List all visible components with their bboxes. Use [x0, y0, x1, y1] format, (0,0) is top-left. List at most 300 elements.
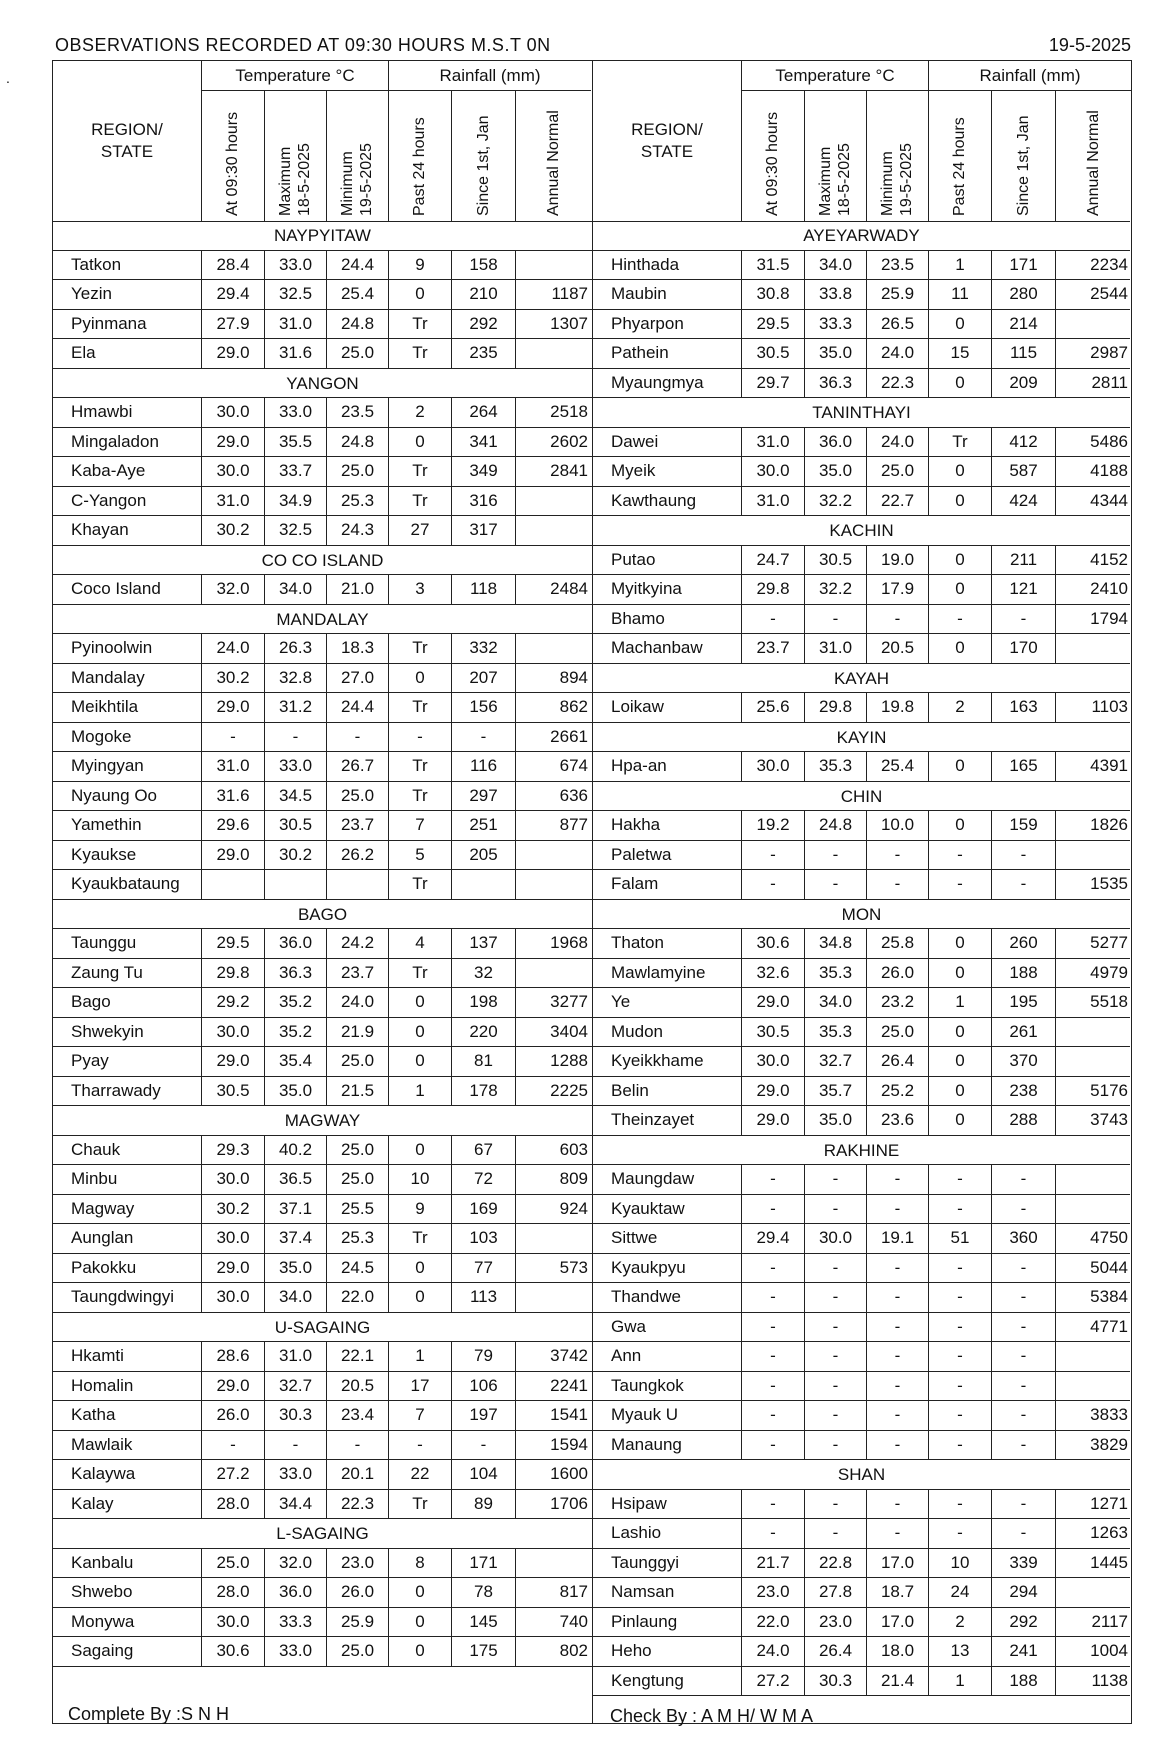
station-name: Tatkon: [71, 254, 122, 274]
cell-mx: 34.0: [264, 575, 326, 604]
cell-mn: [326, 870, 388, 899]
cell-s: 171: [451, 1549, 515, 1578]
cell-mx: -: [804, 1519, 866, 1548]
cell-t: 31.5: [741, 251, 804, 280]
station-name: Kyaukbataung: [71, 874, 180, 894]
station-name: Coco Island: [71, 579, 161, 599]
cell-s: 198: [451, 988, 515, 1017]
cell-t: 30.5: [741, 1018, 804, 1047]
cell-mn: 24.0: [866, 339, 928, 368]
cell-s: 121: [991, 575, 1055, 604]
column-divider: [326, 91, 327, 221]
station-name: Nyaung Oo: [71, 785, 157, 805]
cell-mx: 37.4: [264, 1224, 326, 1253]
cell-s: 195: [991, 988, 1055, 1017]
cell-p: 0: [928, 811, 991, 840]
rainfall-group-header: Rainfall (mm): [928, 61, 1131, 91]
cell-s: 106: [451, 1372, 515, 1401]
cell-s: -: [991, 1195, 1055, 1224]
cell-a: [515, 251, 591, 280]
cell-a: 2518: [515, 398, 591, 427]
cell-a: 3404: [515, 1018, 591, 1047]
cell-mx: 30.0: [804, 1224, 866, 1253]
cell-p: 0: [928, 1077, 991, 1106]
cell-mn: -: [866, 841, 928, 870]
cell-p: -: [928, 870, 991, 899]
region-header: REGION/ STATE: [91, 120, 163, 161]
cell-a: 1263: [1055, 1519, 1131, 1548]
cell-p: 2: [928, 1608, 991, 1637]
cell-mx: 30.5: [264, 811, 326, 840]
table-row: [593, 1195, 1130, 1225]
cell-mx: 35.0: [264, 1254, 326, 1283]
cell-t: 30.5: [741, 339, 804, 368]
cell-t: 29.4: [741, 1224, 804, 1253]
station-name: Lashio: [611, 1523, 662, 1543]
cell-t: 22.0: [741, 1608, 804, 1637]
table-row: [593, 1608, 1130, 1638]
cell-s: 332: [451, 634, 515, 663]
cell-mn: 19.8: [866, 693, 928, 722]
cell-p: 0: [928, 369, 991, 398]
station-name: Kawthaung: [611, 490, 697, 510]
table-row: [53, 487, 592, 517]
cell-mx: 34.5: [264, 782, 326, 811]
cell-p: -: [928, 1401, 991, 1430]
cell-p: 7: [388, 811, 451, 840]
cell-mx: 32.8: [264, 664, 326, 693]
table-row: [593, 310, 1130, 340]
cell-a: 5176: [1055, 1077, 1131, 1106]
cell-t: 24.7: [741, 546, 804, 575]
cell-mx: 35.0: [804, 457, 866, 486]
cell-p: 17: [388, 1372, 451, 1401]
cell-p: 3: [388, 575, 451, 604]
cell-mn: 24.0: [866, 428, 928, 457]
section-heading: YANGON: [53, 369, 592, 399]
cell-t: 30.6: [201, 1637, 264, 1666]
station-name: Mudon: [611, 1021, 663, 1041]
station-name: Myitkyina: [611, 579, 682, 599]
since-jan-header: Since 1st, Jan: [474, 115, 492, 216]
minimum-header: Minimum 19-5-2025: [879, 143, 915, 216]
cell-mn: -: [866, 605, 928, 634]
cell-s: 188: [991, 1667, 1055, 1696]
cell-p: 0: [388, 1637, 451, 1666]
station-name: Sittwe: [611, 1228, 658, 1248]
table-row: [53, 1460, 592, 1490]
cell-p: Tr: [388, 870, 451, 899]
station-name: Kanbalu: [71, 1552, 134, 1572]
table-row: [593, 870, 1130, 900]
table-row: [593, 457, 1130, 487]
cell-t: 29.2: [201, 988, 264, 1017]
cell-mn: 18.7: [866, 1578, 928, 1607]
cell-s: 77: [451, 1254, 515, 1283]
table-row: [593, 1077, 1130, 1107]
section-heading: CO CO ISLAND: [53, 546, 592, 576]
station-name: Meikhtila: [71, 697, 139, 717]
cell-t: 31.0: [741, 487, 804, 516]
table-row: [53, 1165, 592, 1195]
cell-mx: -: [804, 1165, 866, 1194]
cell-mx: 32.2: [804, 575, 866, 604]
cell-mn: 22.1: [326, 1342, 388, 1371]
cell-t: 25.6: [741, 693, 804, 722]
cell-s: -: [991, 1490, 1055, 1519]
cell-mn: 24.3: [326, 516, 388, 545]
table-row: [593, 428, 1130, 458]
cell-t: 25.0: [201, 1549, 264, 1578]
cell-p: Tr: [388, 1224, 451, 1253]
cell-a: [1055, 1018, 1131, 1047]
cell-p: Tr: [388, 1490, 451, 1519]
cell-s: 79: [451, 1342, 515, 1371]
cell-a: [1055, 1165, 1131, 1194]
cell-s: -: [451, 1431, 515, 1460]
cell-mn: -: [866, 1165, 928, 1194]
cell-p: 1: [928, 988, 991, 1017]
column-divider: [804, 91, 805, 221]
cell-a: 1968: [515, 929, 591, 958]
cell-s: 170: [991, 634, 1055, 663]
station-name: Mogoke: [71, 726, 132, 746]
cell-a: 4188: [1055, 457, 1131, 486]
table-row: [593, 1224, 1130, 1254]
cell-a: 2841: [515, 457, 591, 486]
cell-a: 2661: [515, 723, 591, 752]
table-row: [593, 1431, 1130, 1461]
cell-mn: 25.0: [326, 339, 388, 368]
cell-p: -: [928, 1195, 991, 1224]
report-date: 19-5-2025: [1048, 35, 1131, 55]
cell-s: 210: [451, 280, 515, 309]
table-row: [53, 634, 592, 664]
cell-mx: -: [804, 1342, 866, 1371]
cell-mx: 34.8: [804, 929, 866, 958]
station-name: Pyinoolwin: [71, 638, 153, 658]
cell-a: [515, 841, 591, 870]
cell-mx: -: [804, 841, 866, 870]
cell-p: Tr: [388, 487, 451, 516]
table-row: [53, 398, 592, 428]
cell-mn: 25.0: [866, 1018, 928, 1047]
station-name: Tharrawady: [71, 1080, 161, 1100]
cell-mn: 23.2: [866, 988, 928, 1017]
cell-p: 0: [928, 752, 991, 781]
cell-s: 211: [991, 546, 1055, 575]
cell-a: 603: [515, 1136, 591, 1165]
cell-s: 205: [451, 841, 515, 870]
cell-mx: 23.0: [804, 1608, 866, 1637]
cell-a: 4391: [1055, 752, 1131, 781]
cell-mx: 40.2: [264, 1136, 326, 1165]
cell-a: [515, 487, 591, 516]
table-row: [53, 988, 592, 1018]
cell-mx: 35.3: [804, 1018, 866, 1047]
cell-mn: 26.2: [326, 841, 388, 870]
cell-s: 292: [451, 310, 515, 339]
cell-mx: -: [804, 1401, 866, 1430]
cell-t: 31.0: [201, 487, 264, 516]
cell-mx: 36.3: [804, 369, 866, 398]
cell-a: 2987: [1055, 339, 1131, 368]
table-row: [593, 1401, 1130, 1431]
cell-s: 118: [451, 575, 515, 604]
cell-p: Tr: [388, 634, 451, 663]
station-name: Sagaing: [71, 1641, 134, 1661]
cell-a: [1055, 310, 1131, 339]
cell-p: Tr: [388, 339, 451, 368]
cell-p: 0: [388, 1283, 451, 1312]
cell-a: 1288: [515, 1047, 591, 1076]
cell-mx: -: [804, 1283, 866, 1312]
cell-mx: 35.2: [264, 988, 326, 1017]
section-heading: SHAN: [593, 1460, 1130, 1490]
station-name: C-Yangon: [71, 490, 147, 510]
table-row: [53, 1283, 592, 1313]
cell-s: 159: [991, 811, 1055, 840]
cell-p: 27: [388, 516, 451, 545]
station-name: Falam: [611, 874, 659, 894]
cell-a: [515, 634, 591, 663]
cell-mx: 34.9: [264, 487, 326, 516]
cell-t: -: [741, 1372, 804, 1401]
table-row: [593, 841, 1130, 871]
cell-mx: 34.0: [264, 1283, 326, 1312]
table-row: [593, 1165, 1130, 1195]
cell-a: 2484: [515, 575, 591, 604]
cell-t: 19.2: [741, 811, 804, 840]
station-name: Mingaladon: [71, 431, 159, 451]
cell-t: 28.0: [201, 1490, 264, 1519]
section-heading: L-SAGAING: [53, 1519, 592, 1549]
cell-a: 2410: [1055, 575, 1131, 604]
cell-t: 30.2: [201, 516, 264, 545]
cell-a: 2602: [515, 428, 591, 457]
cell-t: 29.6: [201, 811, 264, 840]
table-row: [593, 605, 1130, 635]
cell-p: 10: [928, 1549, 991, 1578]
cell-p: 1: [388, 1342, 451, 1371]
cell-p: 51: [928, 1224, 991, 1253]
cell-mx: 26.4: [804, 1637, 866, 1666]
table-row: [593, 369, 1130, 399]
cell-mn: 22.0: [326, 1283, 388, 1312]
cell-a: 4750: [1055, 1224, 1131, 1253]
cell-s: 113: [451, 1283, 515, 1312]
region-header: REGION/ STATE: [631, 120, 703, 161]
cell-s: 158: [451, 251, 515, 280]
cell-mn: 24.4: [326, 251, 388, 280]
station-name: Ye: [611, 992, 631, 1012]
table-row: [53, 664, 592, 694]
cell-mx: 35.5: [264, 428, 326, 457]
station-name: Aunglan: [71, 1228, 134, 1248]
station-name: Hkamti: [71, 1346, 124, 1366]
table-row: [593, 693, 1130, 723]
cell-p: 9: [388, 251, 451, 280]
cell-t: -: [201, 1431, 264, 1460]
cell-a: 636: [515, 782, 591, 811]
cell-a: 5384: [1055, 1283, 1131, 1312]
table-row: [593, 1313, 1130, 1343]
column-divider: [991, 91, 992, 221]
cell-s: 169: [451, 1195, 515, 1224]
cell-mx: 30.3: [264, 1401, 326, 1430]
table-row: [53, 1401, 592, 1431]
cell-p: 8: [388, 1549, 451, 1578]
cell-t: 27.2: [201, 1460, 264, 1489]
cell-s: 209: [991, 369, 1055, 398]
cell-s: 163: [991, 693, 1055, 722]
cell-p: -: [928, 1254, 991, 1283]
station-name: Taungkok: [611, 1375, 684, 1395]
cell-mx: 34.4: [264, 1490, 326, 1519]
cell-t: 29.3: [201, 1136, 264, 1165]
cell-p: 0: [928, 575, 991, 604]
cell-mx: -: [804, 605, 866, 634]
cell-t: 29.8: [201, 959, 264, 988]
cell-p: 11: [928, 280, 991, 309]
cell-t: 29.0: [201, 1047, 264, 1076]
cell-mx: 35.3: [804, 752, 866, 781]
station-name: Kalaywa: [71, 1464, 136, 1484]
cell-a: [515, 516, 591, 545]
cell-t: 29.0: [201, 841, 264, 870]
cell-mx: 35.0: [264, 1077, 326, 1106]
cell-t: 30.2: [201, 1195, 264, 1224]
cell-mn: 22.7: [866, 487, 928, 516]
cell-mn: 25.0: [326, 1165, 388, 1194]
cell-p: 0: [928, 1106, 991, 1135]
cell-t: 31.0: [741, 428, 804, 457]
cell-mx: 33.8: [804, 280, 866, 309]
cell-t: 30.8: [741, 280, 804, 309]
cell-s: 341: [451, 428, 515, 457]
table-row: [593, 1106, 1130, 1136]
station-name: Mawlamyine: [611, 962, 706, 982]
table-row: [593, 575, 1130, 605]
table-row: [593, 1018, 1130, 1048]
cell-mn: 25.4: [326, 280, 388, 309]
column-divider: [741, 61, 742, 221]
cell-mn: -: [866, 870, 928, 899]
cell-t: -: [741, 841, 804, 870]
station-name: Kyauktaw: [611, 1198, 685, 1218]
table-row: [53, 428, 592, 458]
cell-a: 573: [515, 1254, 591, 1283]
cell-t: 29.0: [741, 1106, 804, 1135]
station-name: Pyay: [71, 1051, 109, 1071]
cell-mx: 33.7: [264, 457, 326, 486]
station-name: Hpa-an: [611, 756, 667, 776]
table-row: [593, 1519, 1130, 1549]
cell-mn: -: [866, 1313, 928, 1342]
cell-a: [1055, 1578, 1131, 1607]
cell-a: 4344: [1055, 487, 1131, 516]
annual-normal-header: Annual Normal: [1084, 110, 1102, 216]
cell-t: 31.0: [201, 752, 264, 781]
table-row: [593, 1549, 1130, 1579]
cell-a: [515, 1549, 591, 1578]
cell-s: -: [991, 1254, 1055, 1283]
cell-s: -: [991, 1372, 1055, 1401]
cell-mx: -: [804, 1431, 866, 1460]
station-name: Chauk: [71, 1139, 121, 1159]
at-0930-header: At 09:30 hours: [224, 111, 241, 216]
cell-mn: 25.0: [326, 1637, 388, 1666]
cell-mx: 26.3: [264, 634, 326, 663]
table-header: [593, 61, 1130, 222]
cell-a: 2811: [1055, 369, 1131, 398]
cell-mn: 25.9: [866, 280, 928, 309]
cell-s: -: [991, 841, 1055, 870]
table-row: [53, 841, 592, 871]
cell-t: -: [741, 1342, 804, 1371]
station-name: Maubin: [611, 284, 667, 304]
section-heading: BAGO: [53, 900, 592, 930]
cell-p: 0: [928, 929, 991, 958]
cell-mn: -: [866, 1254, 928, 1283]
cell-t: 29.0: [741, 988, 804, 1017]
station-name: Loikaw: [611, 697, 664, 717]
cell-p: 2: [388, 398, 451, 427]
cell-p: Tr: [928, 428, 991, 457]
cell-a: [1055, 1047, 1131, 1076]
table-row: [53, 1224, 592, 1254]
cell-mx: 33.0: [264, 251, 326, 280]
cell-a: 674: [515, 752, 591, 781]
cell-s: 251: [451, 811, 515, 840]
past-24-hours-header: Past 24 hours: [411, 117, 428, 216]
cell-mn: -: [866, 1490, 928, 1519]
cell-mn: 21.5: [326, 1077, 388, 1106]
cell-mx: 35.2: [264, 1018, 326, 1047]
cell-mn: 24.8: [326, 310, 388, 339]
table-row: [593, 251, 1130, 281]
cell-a: 5044: [1055, 1254, 1131, 1283]
cell-p: 1: [928, 251, 991, 280]
cell-p: Tr: [388, 782, 451, 811]
cell-a: 2241: [515, 1372, 591, 1401]
cell-p: -: [928, 1342, 991, 1371]
table-row: [53, 1372, 592, 1402]
cell-mx: 29.8: [804, 693, 866, 722]
cell-a: 877: [515, 811, 591, 840]
cell-p: 0: [388, 988, 451, 1017]
cell-t: 30.0: [201, 1608, 264, 1637]
cell-a: [1055, 634, 1131, 663]
cell-t: 30.5: [201, 1077, 264, 1106]
left-panel: [53, 61, 593, 1723]
table-row: [593, 959, 1130, 989]
section-heading: RAKHINE: [593, 1136, 1130, 1166]
cell-mx: 36.3: [264, 959, 326, 988]
cell-mn: 17.0: [866, 1608, 928, 1637]
cell-t: 23.0: [741, 1578, 804, 1607]
cell-mn: 21.0: [326, 575, 388, 604]
station-name: Khayan: [71, 520, 129, 540]
cell-p: -: [928, 1372, 991, 1401]
table-row: [593, 1637, 1130, 1667]
station-name: Ann: [611, 1346, 642, 1366]
station-name: Hsipaw: [611, 1493, 667, 1513]
cell-s: 339: [991, 1549, 1055, 1578]
cell-t: 29.0: [741, 1077, 804, 1106]
cell-mx: 31.0: [264, 1342, 326, 1371]
cell-t: 28.6: [201, 1342, 264, 1371]
